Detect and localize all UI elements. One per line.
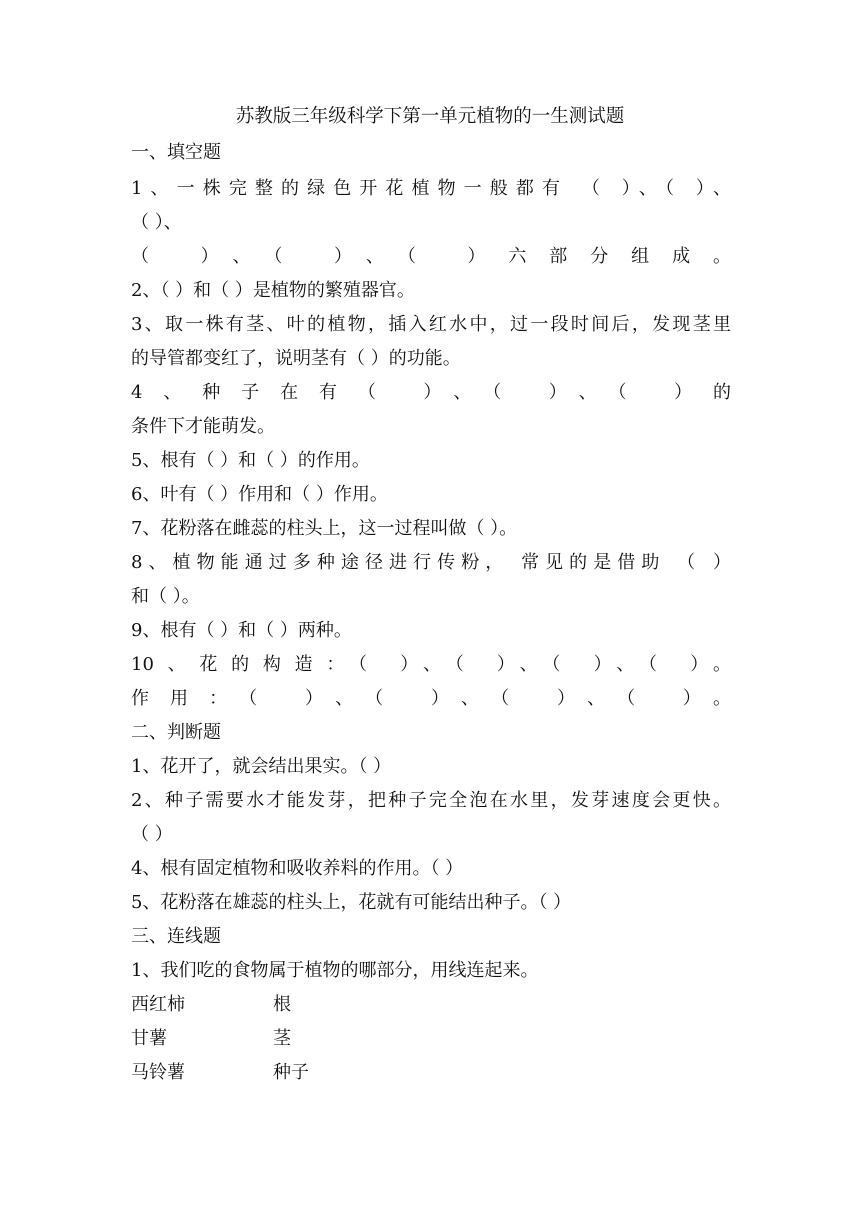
matching-food-item: 马铃薯	[131, 1062, 185, 1083]
matching-plant-part: 根	[273, 994, 291, 1015]
question-line: 的导管都变红了，说明茎有（ ）的功能。	[131, 348, 461, 369]
matching-food-item: 甘薯	[131, 1028, 167, 1049]
section-heading-fill-blank: 一、填空题	[131, 142, 221, 163]
question-line: 7、花粉落在雌蕊的柱头上，这一过程叫做（ ）。	[131, 518, 518, 539]
section-heading-matching: 三、连线题	[131, 926, 221, 947]
question-line: 9、根有（ ）和（ ）两种。	[131, 620, 352, 641]
matching-plant-part: 茎	[273, 1028, 291, 1049]
question-line: 8、植物能通过多种途径进行传粉， 常见的是借助 （ ）	[131, 552, 731, 573]
section-heading-true-false: 二、判断题	[131, 722, 221, 743]
question-line: （ ）、（ ）、（ ）六部分组成。	[131, 246, 731, 267]
page-title: 苏教版三年级科学下第一单元植物的一生测试题	[235, 106, 625, 127]
question-line: 条件下才能萌发。	[131, 416, 275, 437]
question-line: 5、根有（ ）和（ ）的作用。	[131, 450, 370, 471]
question-line: 1、一株完整的绿色开花植物一般都有 （ ）、（ ）、	[131, 178, 731, 199]
question-line: （ ）	[131, 824, 173, 845]
question-line: 4、种子在有（ ）、（ ）、（ ）的	[131, 382, 731, 403]
question-line: 和（ ）。	[131, 586, 200, 607]
question-line: 5、花粉落在雄蕊的柱头上，花就有可能结出种子。（ ）	[131, 892, 572, 913]
matching-plant-part: 种子	[273, 1062, 309, 1083]
question-line: 1、我们吃的食物属于植物的哪部分，用线连起来。	[131, 960, 539, 981]
question-line: 10、花的构造：（ ）、（ ）、（ ）、（ ）。	[131, 654, 731, 675]
question-line: 3、取一株有茎、叶的植物，插入红水中，过一段时间后，发现茎里	[131, 314, 731, 335]
matching-food-item: 西红柿	[131, 994, 185, 1015]
question-line: 1、花开了，就会结出果实。（ ）	[131, 756, 392, 777]
question-line: 2、（ ）和（ ）是植物的繁殖器官。	[131, 280, 415, 301]
question-line: （ ）、	[131, 212, 182, 233]
question-line: 2、种子需要水才能发芽，把种子完全泡在水里，发芽速度会更快。	[131, 790, 731, 811]
question-line: 6、叶有（ ）作用和（ ）作用。	[131, 484, 388, 505]
question-line: 4、根有固定植物和吸收养料的作用。（ ）	[131, 858, 464, 879]
question-line: 作用：（ ）、（ ）、（ ）、（ ）。	[131, 688, 731, 709]
